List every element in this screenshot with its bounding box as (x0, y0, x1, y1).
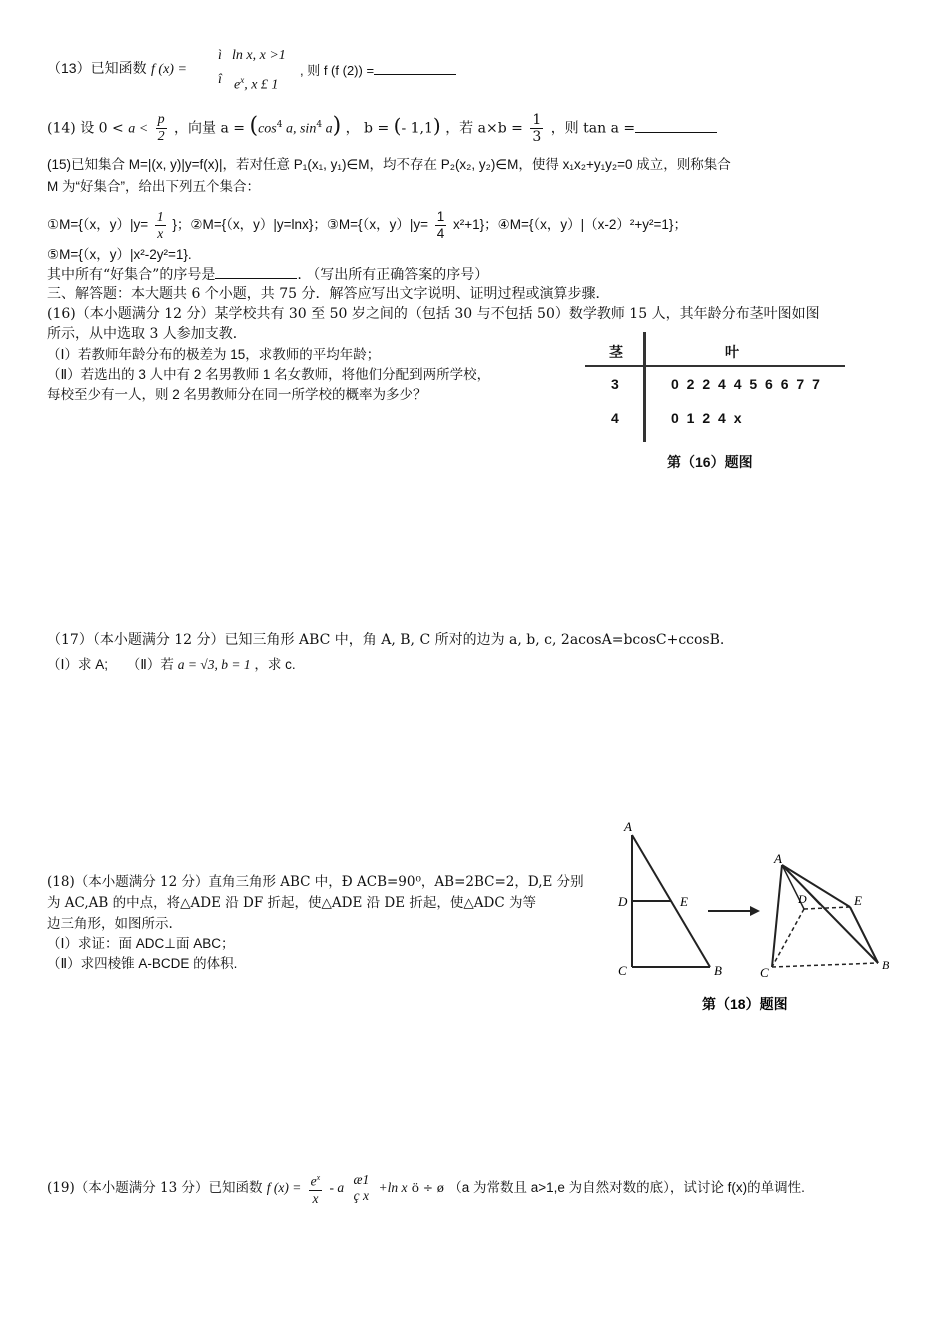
edge-AC-folded (772, 865, 782, 967)
leaf-row-1: 0 2 2 4 4 5 6 6 7 7 (671, 376, 822, 392)
label-C-left: C (618, 963, 627, 978)
q15-set5: ⑤M={（x，y）|x²-2y²=1}. (47, 247, 192, 262)
q18-line2: 为 AC,AB 的中点，将△ADE 沿 DF 折起，使△ADE 沿 DE 折起，使△ADC 为等 (47, 895, 536, 911)
label-A-right: A (774, 851, 782, 866)
q13-brace: ì (218, 48, 222, 63)
edge-DE-folded (804, 907, 850, 909)
q16-part2a: （Ⅱ）若选出的 3 人中有 2 名男教师 1 名女教师，将他们分配到两所学校， (47, 367, 491, 382)
stem-header: 茎 (609, 344, 623, 360)
q15-line1: (15)已知集合 M=|(x, y)|y=f(x)|，若对任意 P₁(x₁, y₁)∈M，均不存在 P₂(x₂, y₂)∈M，使得 x₁x₂+y₁y₂=0 成立，则称集合 (47, 157, 731, 172)
q13-line (47, 58, 187, 80)
q19-line: (19)（本小题满分 13 分）已知函数 f (x) = $\frac{e^x}{x}$ - a æ1 ç x +ln x ö ÷ ø （a 为常数且 a>1,e 为自然对数的底），试讨论 f(x)的单调性. (47, 1170, 805, 1207)
label-B-right: B (882, 958, 890, 972)
q15-sets: ①M={（x，y）|y= $\frac{1}{x}$ }；②M={（x，y）|y=lnx}；③M={（x，y）|y= $\frac{1}{4}$ x²+1}；④M={（x，y）|（x-2）²+y²=1}； (47, 209, 687, 241)
stem-leaf-figure (585, 330, 855, 480)
label-D-right: D (798, 892, 807, 906)
q17-line1: （17）（本小题满分 12 分）已知三角形 ABC 中，角 A, B, C 所对的边为 a, b, c, 2acosA=bcosC+ccosB. (47, 632, 725, 648)
arrow-icon (750, 906, 760, 916)
q18-part2: （Ⅱ）求四棱锥 A-BCDE 的体积. (47, 956, 238, 971)
q16-line1: (16)（本小题满分 12 分）某学校共有 30 至 50 岁之间的（包括 30 与不包括 50）数学教师 15 人，其年龄分布茎叶图如图 (47, 306, 820, 322)
q16-line2: 所示，从中选取 3 人参加支教． (47, 326, 247, 342)
stem-row-1: 3 (611, 376, 619, 392)
q14-cond-frac: $\frac{1}{3}$ (532, 112, 542, 145)
q15-blank (215, 264, 297, 279)
q18-line3: 边三角形，如图所示. (47, 916, 173, 932)
q18-line1: (18)（本小题满分 12 分）直角三角形 ABC 中，Ð ACB=90⁰，AB=2BC=2，D,E 分别 (47, 874, 584, 890)
q13-brace-bottom: î (218, 72, 222, 87)
q17-parts: （Ⅰ）求 A; （Ⅱ）若 a = √3, b = 1 ，求 c. (47, 657, 296, 672)
edge-CB-folded (772, 963, 878, 967)
q13-tail: , 则 f (f (2)) = (300, 60, 456, 81)
label-E-left: E (680, 894, 688, 909)
stem-row-2: 4 (611, 410, 619, 426)
q14-blank (635, 118, 717, 133)
q14-frac: $\frac{p}{2}$ (157, 112, 165, 144)
q13-label: （13）已知函数 (47, 60, 147, 76)
q13-f: f (x) = (151, 62, 187, 77)
fig18-caption: 第（18）题图 (702, 996, 788, 1012)
stem-leaf-vrule (643, 332, 646, 442)
stem-leaf-hrule (585, 365, 845, 367)
q13-case1: ln x, x >1 (232, 48, 286, 63)
label-D-left: D (618, 894, 628, 909)
q15-line2: M 为“好集合”，给出下列五个集合： (47, 179, 260, 194)
q13-case2: $e^x$, x £ 1 (234, 75, 279, 93)
q16-part1: （Ⅰ）若教师年龄分布的极差为 15，求教师的平均年龄； (47, 347, 381, 362)
q18-part1: （Ⅰ）求证：面 ADC⊥面 ABC； (47, 936, 235, 951)
q13-blank (374, 60, 456, 75)
edge-EB-folded (850, 907, 878, 963)
label-C-right: C (760, 965, 769, 980)
q15-ask: 其中所有“好集合”的序号是 . （写出所有正确答案的序号） (47, 264, 488, 285)
section3-heading: 三、解答题：本大题共 6 个小题，共 75 分．解答应写出文字说明、证明过程或演算步骤． (47, 286, 610, 302)
label-A-left: A (624, 819, 632, 834)
label-E-right: E (854, 893, 862, 908)
leaf-row-2: 0 1 2 4 x (671, 410, 744, 426)
triangle-fold-figure (610, 815, 910, 1020)
fig16-caption: 第（16）题图 (667, 454, 753, 470)
q14-line: (14) 设 0 < a < $\frac{p}{2}$ ，向量 $a = (\cos^4$ a, $\sin^4 a$) ， b = (- 1,1) ，若 a×b = $\frac{1}{3}$ ，则 tan a = (47, 112, 717, 145)
label-B-left: B (714, 963, 722, 978)
q16-part2b: 每校至少有一人，则 2 名男教师分在同一所学校的概率为多少？ (47, 387, 427, 402)
leaf-header: 叶 (725, 344, 739, 360)
